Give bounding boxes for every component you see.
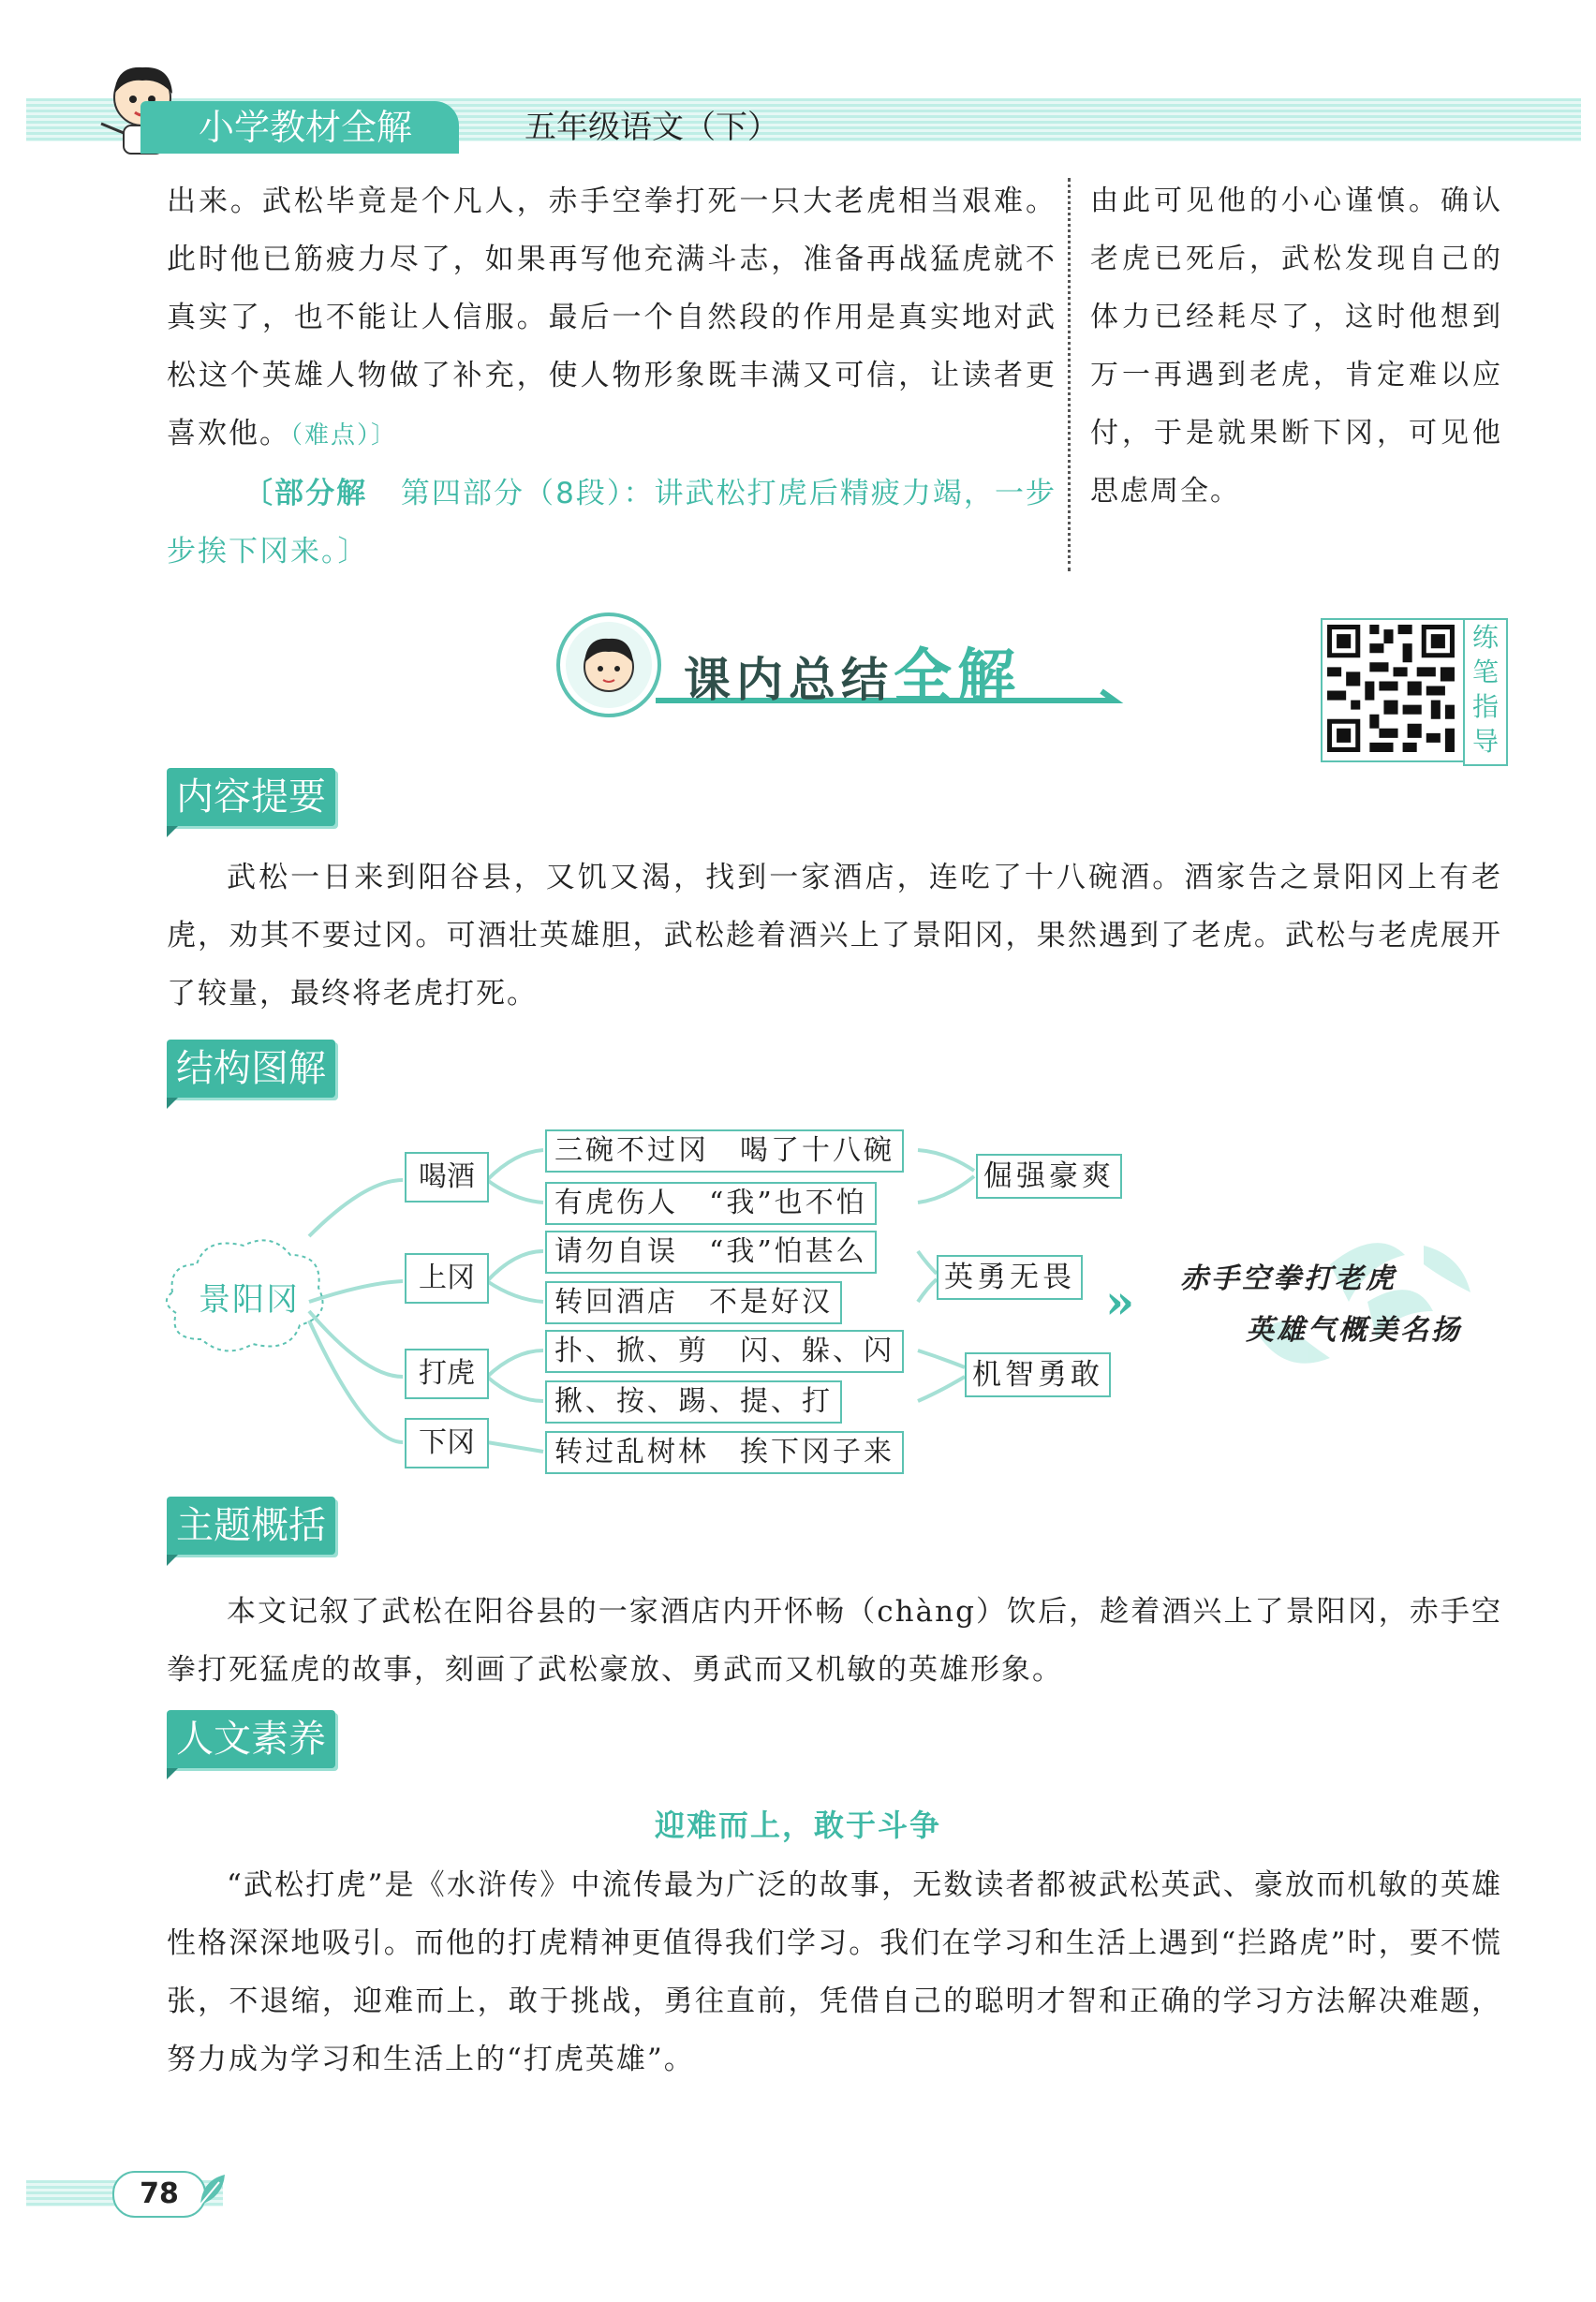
structure-mindmap — [159, 1114, 1508, 1489]
category-ascend: 上冈 — [405, 1253, 489, 1304]
summary-banner — [543, 609, 1124, 721]
part-analysis — [167, 465, 1057, 581]
difficulty-tag: （难点）〕 — [290, 421, 398, 450]
category-fight: 打虎 — [405, 1349, 489, 1399]
page-number: 78 — [140, 2177, 179, 2210]
conclusion-line2: 英雄气概美名扬 — [1246, 1314, 1462, 1347]
part-text: 第四部分（8段）：讲武松打虎后精疲力竭，一步步挨下冈来。〕 — [167, 477, 1057, 568]
section-title-humanity: 人文素养 — [167, 1710, 335, 1768]
humanity-subtitle: 迎难而上，敢于斗争 — [654, 1808, 941, 1843]
event-item: 转过乱树林 挨下冈子来 — [545, 1431, 904, 1474]
banner-part1: 课内总结 — [684, 653, 894, 707]
section-title-content: 内容提要 — [167, 768, 335, 826]
margin-note: 由此可见他的小心谨慎。确认老虎已死后，武松发现自己的体力已经耗尽了，这时他想到万一再遇到老虎，肯定难以应付，于是就果断下冈，可见他思虑周全。 — [1090, 184, 1502, 508]
banner-part2: 全解 — [894, 642, 1022, 710]
brand-title: 小学教材全解 — [140, 101, 459, 154]
qr-label: 练笔指导 — [1463, 618, 1508, 766]
part-label: 〔部分解 — [244, 477, 368, 510]
category-descend: 下冈 — [405, 1418, 489, 1468]
leaf-icon — [197, 2171, 229, 2212]
event-item: 转回酒店 不是好汉 — [545, 1281, 842, 1324]
content-summary: 武松一日来到阳谷县，又饥又渴，找到一家酒店，连吃了十八碗酒。酒家告之景阳冈上有老虎，劝其不要过冈。可酒壮英雄胆，武松趁着酒兴上了景阳冈，果然遇到了老虎。武松与老虎展开了较量，最终将老虎打死。 — [167, 861, 1502, 1011]
theme-summary: 本文记叙了武松在阳谷县的一家酒店内开怀畅（chàng）饮后，趁着酒兴上了景阳冈，赤手空拳打死猛虎的故事，刻画了武松豪放、勇武而又机敏的英雄形象。 — [167, 1595, 1502, 1687]
section-title-theme: 主题概括 — [167, 1497, 335, 1555]
event-item: 扑、掀、剪 闪、躲、闪 — [545, 1330, 904, 1373]
trait-label: 倔强豪爽 — [976, 1154, 1122, 1199]
humanity-text: “武松打虎”是《水浒传》中流传最为广泛的故事，无数读者都被武松英武、豪放而机敏的英雄性格深深地吸引。而他的打虎精神更值得我们学习。我们在学习和生活上遇到“拦路虎”时，要不慌张，不退缩，迎难而上，敢于挑战，勇往直前，凭借自己的聪明才智和正确的学习方法解决难题，努力成为学习和生活上的“打虎英雄”。 — [167, 1868, 1502, 2076]
trait-label: 机智勇敢 — [965, 1352, 1111, 1397]
page-number-badge — [112, 2171, 206, 2218]
event-item: 揪、按、踢、提、打 — [545, 1380, 842, 1424]
conclusion-line1: 赤手空拳打老虎 — [1180, 1262, 1396, 1295]
mindmap-center: 景阳冈 — [199, 1281, 300, 1319]
column-divider — [1068, 178, 1071, 571]
section-title-structure: 结构图解 — [167, 1040, 335, 1098]
trait-label: 英勇无畏 — [937, 1255, 1083, 1300]
event-item: 有虎伤人 “我”也不怕 — [545, 1182, 877, 1225]
event-item: 三碗不过冈 喝了十八碗 — [545, 1129, 904, 1173]
double-arrow-icon: » — [1105, 1274, 1135, 1329]
qr-code[interactable] — [1321, 618, 1465, 762]
event-item: 请勿自误 “我”怕甚么 — [545, 1231, 877, 1274]
analysis-paragraph: 出来。武松毕竟是个凡人，赤手空拳打死一只大老虎相当艰难。此时他已筋疲力尽了，如果再写他充满斗志，准备再战猛虎就不真实了，也不能让人信服。最后一个自然段的作用是真实地对武松这个英雄人物做了补充，使人物形象既丰满又可信，让读者更喜欢他。（难点）〕 — [167, 184, 1057, 450]
category-drink: 喝酒 — [405, 1152, 489, 1203]
subject-title: 五年级语文（下） — [525, 109, 779, 146]
